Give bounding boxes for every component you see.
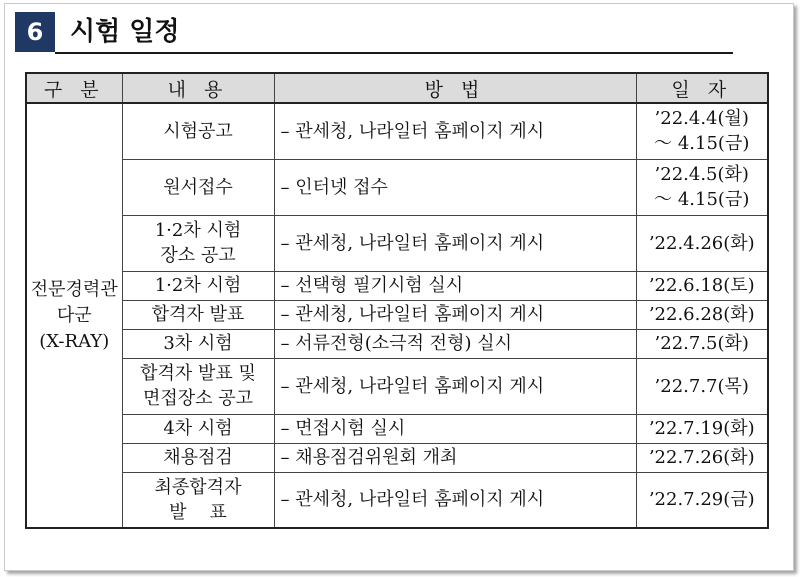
content-text: 장소 공고 — [160, 245, 236, 266]
table-row — [26, 103, 768, 159]
content-cell — [122, 472, 274, 528]
date-text: ’22.4.5(화) — [654, 164, 749, 185]
content-text: 3차 시험 — [163, 333, 233, 354]
date-cell — [636, 300, 768, 329]
date-cell — [636, 159, 768, 215]
table-row — [26, 443, 768, 472]
date-text: ’22.6.28(화) — [648, 304, 755, 325]
content-text: 1·2차 시험 — [154, 275, 242, 296]
table-row — [26, 159, 768, 215]
content-cell — [122, 300, 274, 329]
content-text: 발 표 — [169, 501, 227, 523]
content-cell — [122, 103, 274, 159]
table-row — [26, 215, 768, 271]
method-cell: – 채용점검위원회 개최 — [274, 443, 636, 472]
schedule-table — [25, 72, 769, 529]
date-cell — [636, 103, 768, 159]
content-text: 합격자 발표 — [151, 304, 245, 325]
date-cell — [636, 329, 768, 358]
date-cell — [636, 271, 768, 300]
date-text: ～ 4.15(금) — [654, 189, 750, 210]
section-title: 시험 일정 — [70, 17, 180, 47]
date-text: ’22.4.4(월) — [654, 108, 749, 130]
content-text: 면접장소 공고 — [142, 388, 254, 409]
date-text: ’22.7.5(화) — [654, 333, 749, 354]
content-cell — [122, 271, 274, 300]
category-line: 전문경력관 — [30, 278, 118, 300]
method-cell: – 면접시험 실시 — [274, 414, 636, 443]
date-cell — [636, 358, 768, 414]
date-text: ’22.7.29(금) — [648, 489, 755, 511]
section-header — [15, 12, 725, 52]
document-frame — [4, 3, 794, 571]
method-cell: – 인터넷 접수 — [274, 159, 636, 215]
content-text: 합격자 발표 및 — [140, 363, 256, 384]
method-cell: – 관세청, 나라일터 홈페이지 게시 — [274, 215, 636, 271]
content-text: 4차 시험 — [163, 418, 233, 439]
table-row — [26, 271, 768, 300]
content-cell — [122, 358, 274, 414]
table-row — [26, 358, 768, 414]
category-line: (X-RAY) — [39, 330, 110, 352]
content-text: 1·2차 시험 — [154, 220, 242, 241]
content-text: 원서접수 — [163, 176, 233, 198]
date-text: ～ 4.15(금) — [654, 133, 750, 155]
date-text: ’22.7.7(목) — [654, 375, 749, 397]
content-cell — [122, 414, 274, 443]
header-method: 방 법 — [274, 73, 636, 103]
date-text: ’22.6.18(토) — [648, 275, 755, 296]
section-number-badge: 6 — [15, 12, 55, 52]
header-content: 내 용 — [122, 73, 274, 103]
content-text: 최종합격자 — [154, 476, 242, 498]
table-row — [26, 414, 768, 443]
category-cell — [26, 103, 122, 528]
content-cell — [122, 159, 274, 215]
method-cell: – 선택형 필기시험 실시 — [274, 271, 636, 300]
method-cell: – 서류전형(소극적 전형) 실시 — [274, 329, 636, 358]
content-cell — [122, 443, 274, 472]
table-row — [26, 472, 768, 528]
date-text: ’22.4.26(화) — [648, 232, 755, 254]
table-row — [26, 300, 768, 329]
header-category: 구 분 — [26, 73, 122, 103]
date-cell — [636, 215, 768, 271]
method-cell: – 관세청, 나라일터 홈페이지 게시 — [274, 103, 636, 159]
method-cell: – 관세청, 나라일터 홈페이지 게시 — [274, 358, 636, 414]
content-text: 시험공고 — [163, 120, 233, 142]
date-cell — [636, 414, 768, 443]
content-cell — [122, 329, 274, 358]
date-text: ’22.7.19(화) — [648, 418, 755, 439]
method-cell: – 관세청, 나라일터 홈페이지 게시 — [274, 300, 636, 329]
table-row — [26, 329, 768, 358]
title-underline — [55, 52, 733, 54]
date-cell — [636, 443, 768, 472]
content-cell — [122, 215, 274, 271]
date-cell — [636, 472, 768, 528]
header-date: 일 자 — [636, 73, 768, 103]
method-cell: – 관세청, 나라일터 홈페이지 게시 — [274, 472, 636, 528]
content-text: 채용점검 — [163, 447, 233, 468]
date-text: ’22.7.26(화) — [648, 447, 755, 468]
table-header-row — [26, 73, 768, 103]
category-line: 다군 — [56, 304, 92, 326]
